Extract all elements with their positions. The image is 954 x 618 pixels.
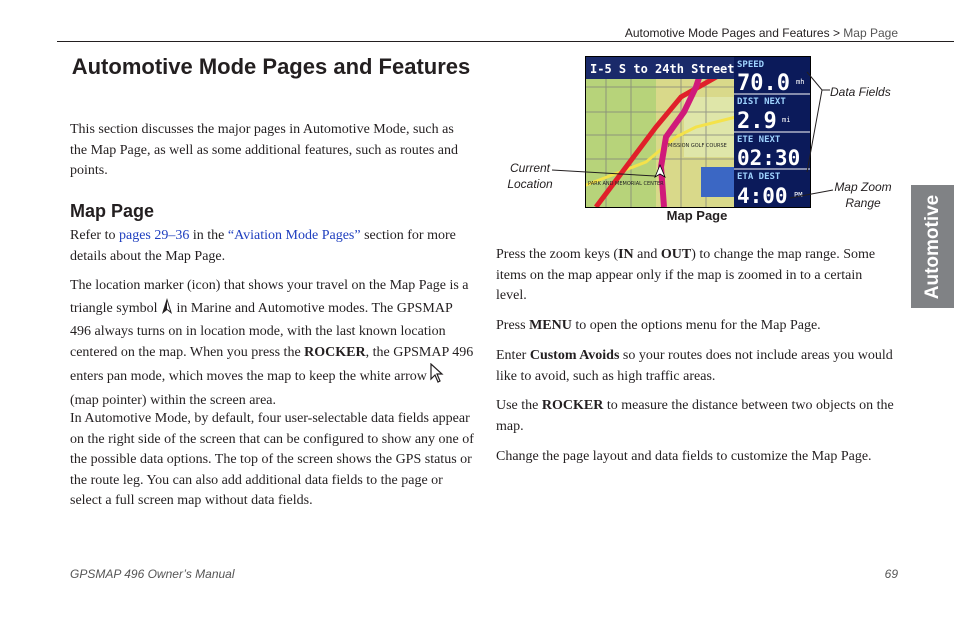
- intro-paragraph: This section discusses the major pages in Automotive Mode, such as the Map Page, as well as some additional features, such as routes and points.: [70, 122, 459, 178]
- data-fields-leader: [807, 72, 830, 90]
- zoom-paragraph: [496, 245, 896, 307]
- zoom-b: ) to change the map range. Some items on the map appear only if the map is zoomed in to a certain level.: [496, 247, 876, 303]
- p2-c: , the GPSMAP 496 enters pan mode, which moves the map to keep the white arrow: [70, 344, 474, 384]
- page-title: Automotive Mode Pages and Features: [71, 54, 471, 79]
- callout-range: Range: [845, 196, 881, 210]
- header-page: Map Page: [843, 26, 898, 40]
- footer-manual: GPSMAP 496 Owner’s Manual: [70, 567, 235, 581]
- zoom-in: IN: [618, 247, 634, 262]
- field1-unit: mh: [796, 78, 805, 86]
- field1-value: 70.0: [737, 71, 790, 96]
- refer-mid: in the: [189, 228, 228, 243]
- field2-unit: mi: [782, 116, 791, 124]
- street-label: I-5 S to 24th Street: [590, 62, 735, 76]
- rocker-key: ROCKER: [541, 398, 604, 413]
- footer-page-number: 69: [884, 567, 898, 581]
- p2-rocker: ROCKER: [304, 344, 366, 360]
- menu-a: Press: [496, 318, 530, 333]
- header-section: Automotive Mode Pages and Features: [624, 26, 830, 40]
- callout-map-zoom: [830, 179, 896, 211]
- p2-b: in Marine and Automotive modes. The GPSMAP 496 always turns on in location mode, with the last known location centered on the map. When you press the: [70, 300, 453, 360]
- aviation-link[interactable]: “Aviation Mode Pages”: [227, 228, 361, 243]
- zoom-a: Press the zoom keys (: [496, 247, 619, 262]
- avoids-paragraph: [496, 346, 896, 387]
- map-golf-label: MISSION GOLF COURSE: [668, 143, 727, 149]
- menu-b: to open the options menu for the Map Page.: [571, 318, 821, 333]
- rocker-paragraph: [496, 396, 896, 437]
- header-separator: >: [829, 26, 844, 40]
- figure-caption: Map Page: [666, 208, 728, 223]
- field3-value: 02:30: [737, 146, 801, 170]
- callout-current: Current: [509, 161, 550, 175]
- data-fields-paragraph: In Automotive Mode, by default, four user-selectable data fields appear on the right side of the screen that can be configured to show any one of the possible data options. The top of the screen shows the GPS status or the route leg. You can also add additional data fields to the page or select a full screen map without data fields.: [70, 411, 474, 508]
- callout-zoom: Map Zoom: [834, 180, 892, 194]
- field3-label: ETE NEXT: [737, 135, 781, 145]
- side-tab-automotive: [911, 185, 954, 308]
- menu-key: MENU: [529, 318, 572, 333]
- pages-link[interactable]: pages 29–36: [118, 228, 190, 243]
- zoom-range-leader: [790, 190, 833, 198]
- avoid-a: Enter: [496, 348, 530, 363]
- callout-current-location: [505, 160, 555, 192]
- field4-unit: PM: [794, 191, 803, 199]
- refer-prefix: Refer to: [70, 228, 119, 243]
- current-location-leader: [552, 170, 655, 176]
- rocker-b: to measure the distance between two objects on the map.: [496, 398, 894, 434]
- avoid-key: Custom Avoids: [529, 348, 620, 363]
- callout-data-fields: Data Fields: [830, 85, 891, 99]
- p2-a: The location marker (icon) that shows your travel on the Map Page is a triangle symbol: [70, 278, 469, 316]
- callout-location: Location: [507, 177, 553, 191]
- data-fields-leader-2: [807, 90, 830, 172]
- field2-label: DIST NEXT: [737, 97, 786, 107]
- zoom-out: OUT: [660, 247, 692, 262]
- field4-value: 4:00: [737, 184, 788, 207]
- layout-paragraph: Change the page layout and data fields to customize the Map Page.: [496, 449, 872, 464]
- refer-suffix: section for more details about the Map Page.: [70, 228, 456, 264]
- field1-label: SPEED: [737, 60, 765, 70]
- map-place-label: PARK AND MEMORIAL CENTER: [588, 181, 664, 187]
- rocker-a: Use the: [496, 398, 542, 413]
- menu-paragraph: [496, 316, 896, 337]
- field4-label: ETA DEST: [737, 172, 781, 182]
- avoid-b: so your routes does not include areas you would like to avoid, such as high traffic areas.: [496, 348, 893, 384]
- zoom-and: and: [633, 247, 661, 262]
- p2-d: (map pointer) within the screen area.: [70, 392, 277, 408]
- field2-value: 2.9: [737, 109, 777, 134]
- map-page-heading: Map Page: [70, 201, 155, 221]
- side-tab-label: Automotive: [921, 194, 943, 299]
